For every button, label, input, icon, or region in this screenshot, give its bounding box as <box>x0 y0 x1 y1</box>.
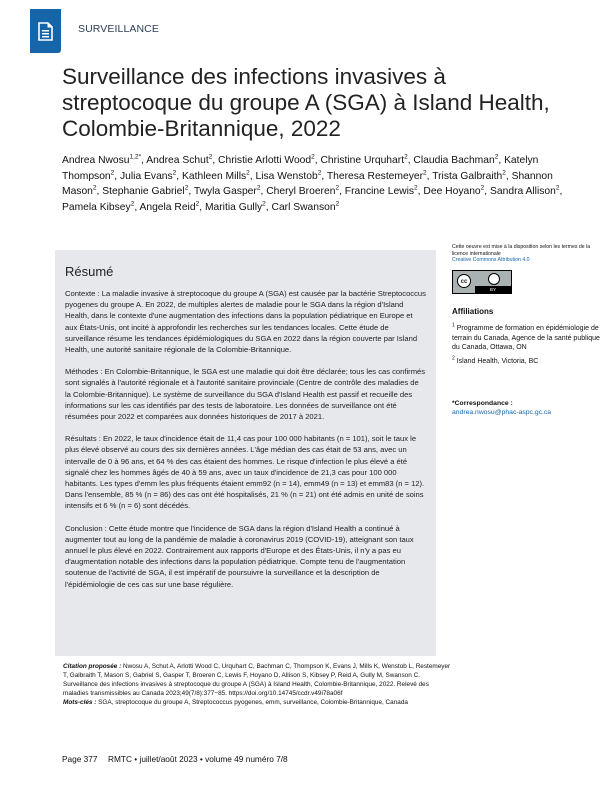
author-name: Katelyn Thompson <box>62 155 539 182</box>
author-affiliation-marker: 2 <box>256 184 261 192</box>
author-name: Maritia Gully <box>204 201 263 213</box>
affiliation-text: Programme de formation en épidémiologie de terrain du Canada, Agence de la santé publique du Canada, Ottawa, ON <box>452 325 600 352</box>
author-affiliation-marker: 1,2* <box>129 153 142 161</box>
author-name: Cheryl Broeren <box>266 186 336 198</box>
author-affiliation-marker: 2 <box>414 184 418 192</box>
cc-logo: cc <box>457 274 471 288</box>
keywords <box>63 698 453 707</box>
author-affiliation-marker: 2 <box>423 169 427 177</box>
author-list: Andrea Nwosu$^{1,2*}$, Andrea Schut$^2$, Christie Arlotti Wood$^2$, Christine Urquhart$^2$, Claudia Bachman$^2$, Katelyn Thompson$^2$, Julia Evans$^2$, Kathleen Mills$^2$, Lisa Wenstob$^2$, Theresa Restemeyer$^2$, Trista Galbraith$^2$, Shannon Mason$^2$, Stephanie Gabriel$^2$, Twyla Gasper$^2$, Cheryl Broeren$^2$, Francine Lewis$^2$, Dee Hoyano$^2$, Sandra Allison$^2$, Pamela Kibsey$^2$, Angela Reid$^2$, Maritia Gully$^2$, Carl Swanson$^2$ <box>62 153 563 213</box>
author-affiliation-marker: 2 <box>184 184 189 192</box>
author-name: Angela Reid <box>139 201 196 213</box>
license-notice <box>452 244 602 264</box>
author-name: Christie Arlotti Wood <box>218 155 312 166</box>
author-affiliation-marker: 2 <box>502 169 506 177</box>
section-label: SURVEILLANCE <box>78 23 159 35</box>
author-affiliation-marker: 2 <box>195 200 200 208</box>
correspondence-email-link[interactable]: andrea.nwosu@phac-aspc.gc.ca <box>452 409 552 417</box>
correspondence-heading: *Correspondance : <box>452 400 513 408</box>
affiliation-number: 2 <box>452 355 455 362</box>
author-name: Francine Lewis <box>344 186 415 198</box>
author-affiliation-marker: 2 <box>208 153 213 161</box>
abstract-methods: Méthodes : En Colombie-Britannique, le SGA est une maladie qui doit être déclarée; tous les cas confirmés sont signalés à l'autorité régionale et à l'autorité sanitaire provinciale (Centre de contrôle des maladies de la Colombie-Britannique). Le système de surveillance du SGA d'Island Health est passif et recueille des informations sur les cas identifiés par des tests de laboratoire. Les données de surveillance ont été résumées pour 2022 et comparées aux données historiques de 2017 à 2021. <box>65 367 426 422</box>
suggested-citation <box>63 662 453 698</box>
author-name: Trista Galbraith <box>432 170 503 182</box>
affiliation-number: 1 <box>452 322 455 329</box>
citation-block <box>63 662 453 707</box>
document-icon <box>38 22 53 41</box>
author-affiliation-marker: 2 <box>480 184 485 192</box>
affiliation-1 <box>452 324 602 353</box>
license-link[interactable]: Creative Commons Attribution 4.0 <box>452 257 530 264</box>
author-affiliation-marker: 2 <box>110 169 115 177</box>
author-affiliation-marker: 2 <box>317 169 322 177</box>
author-affiliation-marker: 2 <box>311 153 315 161</box>
abstract-conclusion: Conclusion : Cette étude montre que l'incidence de SGA dans la région d'Island Health a continué à augmenter tout au long de la pandémie de maladie à coronavirus 2019 (COVID-19), atteignant son taux annuel le plus élevé en 2022. Contrairement aux rapports d'Europe et des États-Unis, il n'y a pas eu d'augmentation notable des infections dans la population pédiatrique. Compte tenu de l'augmentation soutenue de l'activité de SGA, il est impératif de poursuivre la surveillance et la description de l'épidémiologie de ces cas sur une base régulière. <box>65 523 414 589</box>
author-affiliation-marker: 2 <box>335 184 340 192</box>
author-name: Andrea Schut <box>146 155 209 166</box>
author-name: Christine Urquhart <box>320 155 405 166</box>
section-badge <box>30 9 61 53</box>
license-text: Cette oeuvre est mise à la disposition selon les termes de la licence internationale <box>452 244 591 257</box>
author-affiliation-marker: 2 <box>172 169 177 177</box>
author-name: Twyla Gasper <box>193 186 257 198</box>
sidebar <box>452 244 602 416</box>
author-affiliation-marker: 2 <box>246 169 250 177</box>
author-affiliation-marker: 2 <box>555 184 560 192</box>
person-icon <box>488 273 500 285</box>
cc-by-icon[interactable] <box>452 270 512 294</box>
affiliations-heading: Affiliations <box>452 307 494 317</box>
page-number: Page 377 <box>62 754 98 764</box>
author-name: Theresa Restemeyer <box>326 170 424 182</box>
citation-label: Citation proposée : <box>63 663 122 670</box>
by-label: BY <box>475 286 511 293</box>
author-affiliation-marker: 2 <box>335 200 340 208</box>
journal-info: RMTC • juillet/août 2023 • volume 49 numéro 7/8 <box>108 754 288 764</box>
affiliation-text: Island Health, Victoria, BC <box>456 357 539 365</box>
author-name: Julia Evans <box>120 170 173 182</box>
author-affiliation-marker: 2 <box>494 153 499 161</box>
author-affiliation-marker: 2 <box>92 184 97 192</box>
abstract-heading: Résumé <box>65 264 114 279</box>
author-affiliation-marker: 2 <box>130 200 135 208</box>
abstract-context: Contexte : La maladie invasive à streptocoque du groupe A (SGA) est causée par la bactérie Streptococcus pyogenes du groupe A. En 2022, de multiples alertes de maladie pour le SGA dans la région d'Island Health, dans le contexte d'une augmentation des infections dans la population pédiatrique en Europe et aux États-Unis, ont incité à approfondir les recherches sur les tendances locales. Cette étude de surveillance résume les tendances épidémiologiques du SGA en 2022 dans la région couverte par Island Health, une autorité sanitaire régionale de la Colombie-Britannique. <box>65 289 426 355</box>
author-name: Andrea Nwosu <box>62 155 130 166</box>
author-name: Dee Hoyano <box>423 186 481 198</box>
keywords-label: Mots-clés : <box>63 699 97 706</box>
author-name: Sandra Allison <box>490 186 556 198</box>
citation-text: Nwosu A, Schut A, Arlotti Wood C, Urquhart C, Bachman C, Thompson K, Evans J, Mills K, Wenstob L, Restemeyer T, Galbraith T, Mason S, Gabriel S, Gasper T, Broeren C, Lewis F, Hoyano D, Allison S, Kibsey P, Reid A, Gully M, Swanson C. Surveillance des infections invasives à streptocoque du groupe A (SGA) à Island Health, Colombie-Britannique, 2022. Relevé des maladies transmissibles au Canada 2023;49(7/8):377−85. https://doi.org/10.14745/ccdr.v49i78a06f <box>63 663 451 697</box>
author-affiliation-marker: 2 <box>404 153 408 161</box>
abstract-results: Résultats : En 2022, le taux d'incidence était de 11,4 cas pour 100 000 habitants (n = 101), soit le taux le plus élevé observé au cours des six dernières années. L'âge médian des cas était de 53 ans, avec un intervalle de 0 à 96 ans, et 64 % des cas étaient des hommes. Le risque d'infection le plus élevé a été signalé chez les hommes âgés de 40 à 59 ans, avec un taux d'incidence de 21,3 cas pour 100 000 habitants. Les types d'emm les plus fréquents étaient emm92 (n = 14), emm49 (n = 13) et emm83 (n = 12). Dans l'ensemble, 85 % (n = 86) des cas ont été hospitalisés, 21 % (n = 21) ont été admis en unité de soins intensifs et 6 % (n = 6) sont décédés. <box>65 434 425 511</box>
author-name: Shannon Mason <box>62 170 553 198</box>
abstract-box <box>55 250 436 656</box>
author-name: Pamela Kibsey <box>62 201 131 213</box>
author-name: Kathleen Mills <box>182 170 247 182</box>
author-name: Carl Swanson <box>271 201 336 213</box>
keywords-text: SGA, streptocoque du groupe A, Streptococcus pyogenes, emm, surveillance, Colombie-Britannique, Canada <box>98 699 408 706</box>
author-name: Claudia Bachman <box>413 155 495 166</box>
article-title: Surveillance des infections invasives à streptocoque du groupe A (SGA) à Island Health, Colombie-Britannique, 2022 <box>62 64 550 141</box>
author-name: Stephanie Gabriel <box>102 186 185 198</box>
author-name: Lisa Wenstob <box>255 170 318 182</box>
affiliation-2 <box>452 357 602 367</box>
author-affiliation-marker: 2 <box>262 200 266 208</box>
